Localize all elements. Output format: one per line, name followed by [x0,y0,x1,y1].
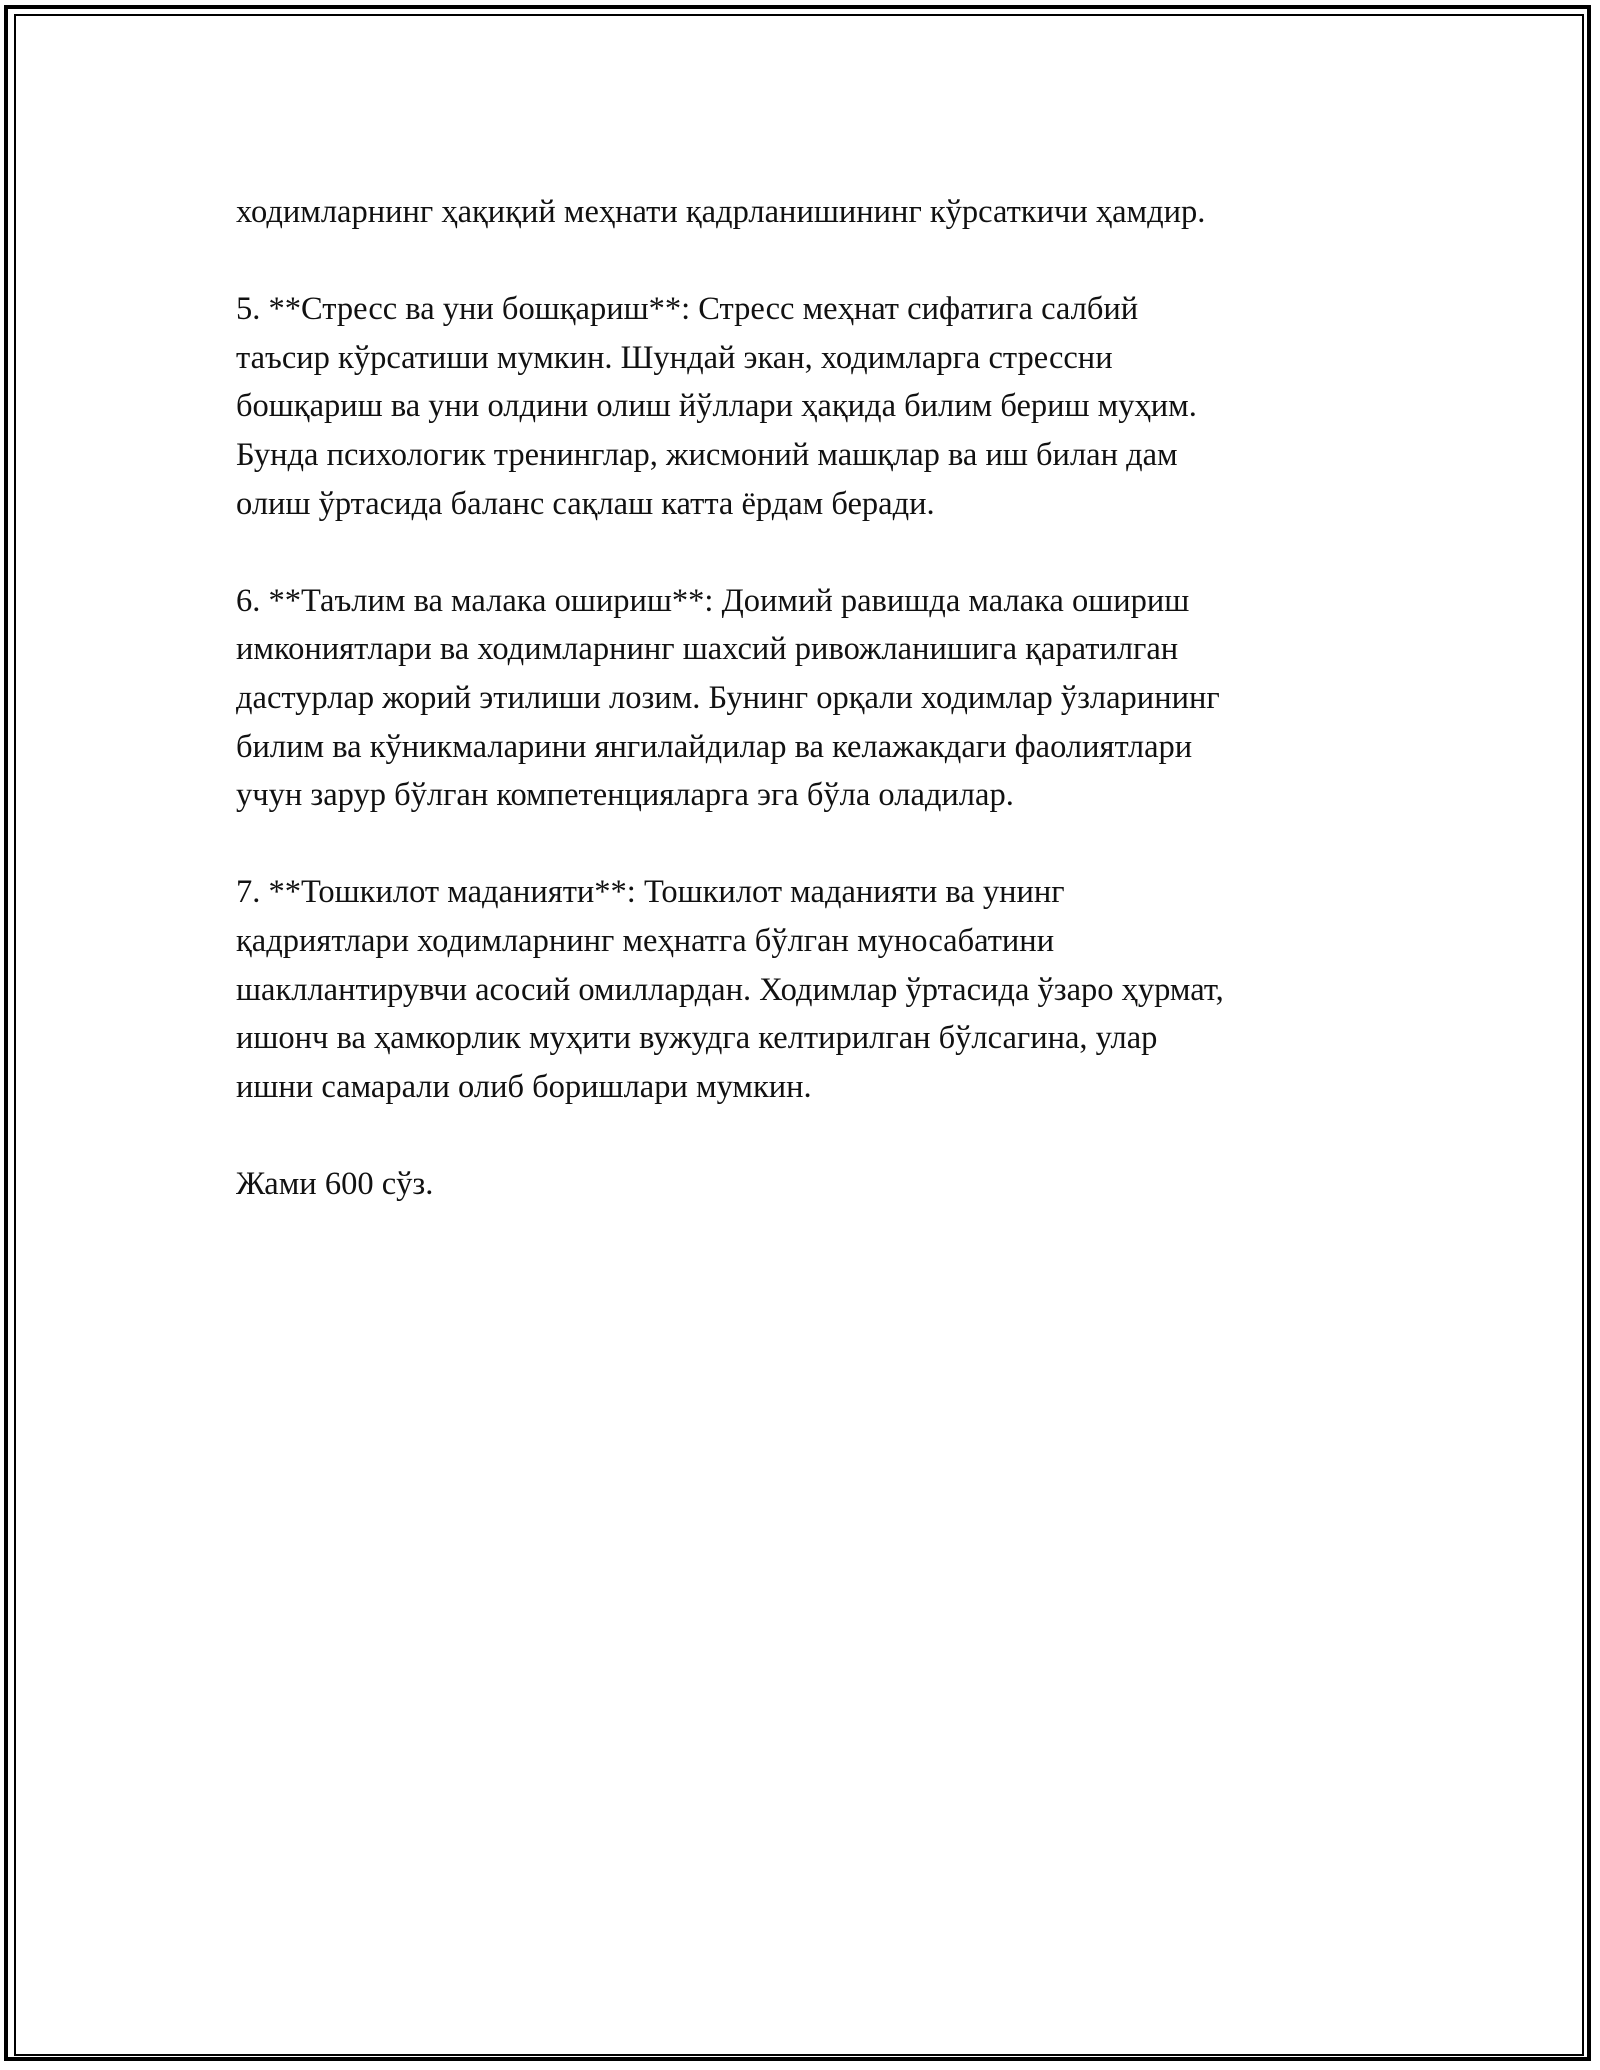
text-line: имкониятлари ва ходимларнинг шахсий ривожланишига қаратилган [236,631,1179,668]
text-line: 7. **Тошкилот маданияти**: Тошкилот маданияти ва унинг [236,874,1065,911]
text-line: бошқариш ва уни олдини олиш йўллари ҳақида билим бериш муҳим. [236,388,1197,425]
document-body [236,188,1396,1257]
text-line: қадриятлари ходимларнинг меҳнатга бўлган муносабатини [236,922,1055,959]
text-line: ходимларнинг ҳақиқий меҳнати қадрланишининг кўрсаткичи ҳамдир. [236,194,1206,230]
text-line: Бунда психологик тренинглар, жисмоний машқлар ва иш билан дам [236,436,1178,473]
paragraph-organization-culture [236,868,1396,1111]
text-line: таъсир кўрсатиши мумкин. Шундай экан, ходимларга стрессни [236,339,1113,376]
paragraph-training [236,577,1396,820]
text-line: ишонч ва ҳамкорлик муҳити вужудга келтирилган бўлсагина, улар [236,1020,1158,1057]
text-line: шакллантирувчи асосий омиллардан. Ходимлар ўртасида ўзаро ҳурмат, [236,971,1224,1008]
text-line: билим ва кўникмаларини янгилайдилар ва келажакдаги фаолиятлари [236,728,1193,765]
text-line: дастурлар жорий этилиши лозим. Бунинг орқали ходимлар ўзларининг [236,679,1220,716]
text-line: Жами 600 сўз. [236,1165,434,1202]
text-line: олиш ўртасида баланс сақлаш катта ёрдам беради. [236,485,935,522]
text-line: 5. **Стресс ва уни бошқариш**: Стресс меҳнат сифатига салбий [236,291,1139,328]
text-line: ишни самарали олиб боришлари мумкин. [236,1068,812,1105]
text-line: 6. **Таълим ва малака ошириш**: Доимий равишда малака ошириш [236,582,1190,619]
text-line: учун зарур бўлган компетенцияларга эга бўла оладилар. [236,777,1014,814]
paragraph-word-count [236,1160,1396,1209]
paragraph-continuation [236,188,1396,237]
paragraph-stress-management [236,285,1396,528]
